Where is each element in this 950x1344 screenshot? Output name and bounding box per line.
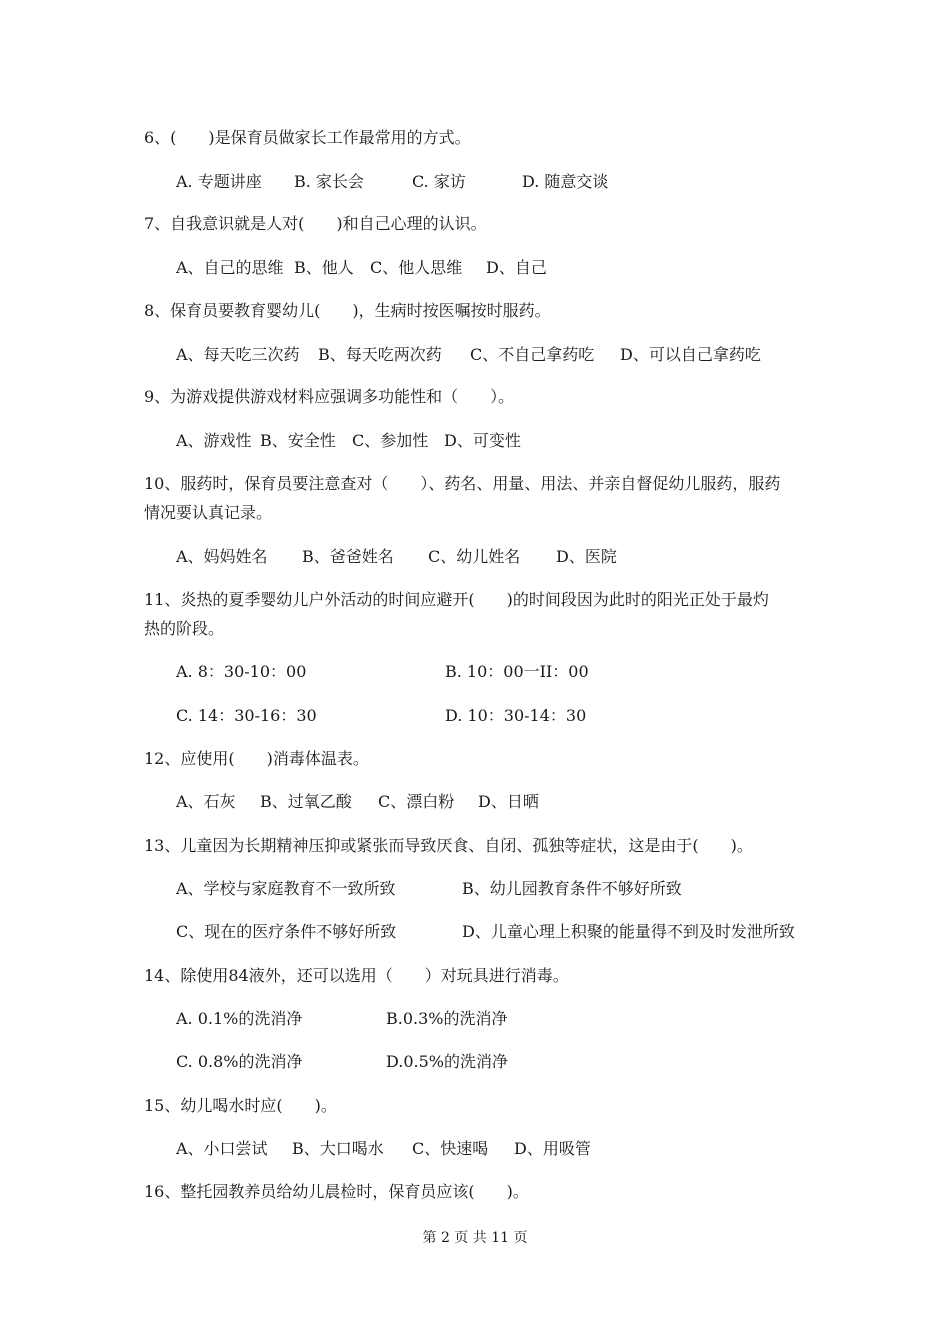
question-stem: 7、自我意识就是人对( )和自己心理的认识。 bbox=[144, 214, 487, 233]
option-c: C. 14：30-16：30 bbox=[176, 706, 317, 725]
option-b: B.0.3%的洗消净 bbox=[386, 1009, 508, 1028]
question-stem: 9、为游戏提供游戏材料应强调多功能性和（ ）。 bbox=[144, 387, 515, 406]
option-d: D. 10：30-14：30 bbox=[445, 706, 587, 725]
option-d: D、可以自己拿药吃 bbox=[620, 345, 761, 364]
option-d: D、日晒 bbox=[478, 792, 539, 811]
question-stem: 12、应使用( )消毒体温表。 bbox=[144, 749, 369, 768]
option-a: A、妈妈姓名 bbox=[176, 547, 268, 566]
option-c: C、漂白粉 bbox=[378, 792, 455, 811]
option-d: D、儿童心理上积聚的能量得不到及时发泄所致 bbox=[462, 922, 795, 941]
question-stem: 15、幼儿喝水时应( )。 bbox=[144, 1096, 337, 1115]
option-b: B、每天吃两次药 bbox=[318, 345, 442, 364]
option-a: A、自己的思维 bbox=[176, 258, 284, 277]
option-a: A、石灰 bbox=[176, 792, 236, 811]
option-a: A. 专题讲座 bbox=[176, 172, 262, 191]
option-d: D、自己 bbox=[486, 258, 547, 277]
option-b: B、爸爸姓名 bbox=[302, 547, 394, 566]
option-d: D.0.5%的洗消净 bbox=[386, 1052, 508, 1071]
question-stem: 11、炎热的夏季婴幼儿户外活动的时间应避开( )的时间段因为此时的阳光正处于最灼 bbox=[144, 590, 769, 609]
option-b: B、大口喝水 bbox=[292, 1139, 384, 1158]
question-stem: 16、整托园教养员给幼儿晨检时，保育员应该( )。 bbox=[144, 1182, 529, 1201]
question-stem: 6、( )是保育员做家长工作最常用的方式。 bbox=[144, 128, 471, 147]
option-c: C、幼儿姓名 bbox=[428, 547, 521, 566]
question-stem: 10、服药时，保育员要注意查对（ ）、药名、用量、用法、并亲自督促幼儿服药，服药 bbox=[144, 474, 781, 493]
option-b: B. 10：00一II：00 bbox=[445, 662, 589, 681]
option-c: C. 家访 bbox=[412, 172, 466, 191]
option-b: B、安全性 bbox=[260, 431, 336, 450]
option-b: B、幼儿园教育条件不够好所致 bbox=[462, 879, 682, 898]
option-c: C、他人思维 bbox=[370, 258, 463, 277]
option-a: A、小口尝试 bbox=[176, 1139, 268, 1158]
option-c: C、参加性 bbox=[352, 431, 429, 450]
option-d: D、可变性 bbox=[444, 431, 521, 450]
question-stem-continuation: 情况要认真记录。 bbox=[144, 503, 273, 522]
question-stem: 8、保育员要教育婴幼儿( )，生病时按医嘱按时服药。 bbox=[144, 301, 551, 320]
option-d: D. 随意交谈 bbox=[522, 172, 609, 191]
option-d: D、用吸管 bbox=[514, 1139, 591, 1158]
option-c: C、快速喝 bbox=[412, 1139, 489, 1158]
question-stem-continuation: 热的阶段。 bbox=[144, 619, 225, 638]
question-stem: 14、除使用84液外，还可以选用（ ）对玩具进行消毒。 bbox=[144, 966, 569, 985]
option-a: A. 0.1%的洗消净 bbox=[176, 1009, 303, 1028]
option-c: C. 0.8%的洗消净 bbox=[176, 1052, 303, 1071]
option-b: B、他人 bbox=[294, 258, 354, 277]
option-a: A、学校与家庭教育不一致所致 bbox=[176, 879, 396, 898]
option-a: A、每天吃三次药 bbox=[176, 345, 300, 364]
option-c: C、不自己拿药吃 bbox=[470, 345, 595, 364]
option-a: A. 8：30-10：00 bbox=[176, 662, 307, 681]
option-a: A、游戏性 bbox=[176, 431, 252, 450]
page-footer: 第 2 页 共 11 页 bbox=[422, 1230, 528, 1246]
question-stem: 13、儿童因为长期精神压抑或紧张而导致厌食、自闭、孤独等症状，这是由于( )。 bbox=[144, 836, 753, 855]
option-b: B、过氧乙酸 bbox=[260, 792, 352, 811]
option-b: B. 家长会 bbox=[294, 172, 364, 191]
option-d: D、医院 bbox=[556, 547, 617, 566]
option-c: C、现在的医疗条件不够好所致 bbox=[176, 922, 397, 941]
